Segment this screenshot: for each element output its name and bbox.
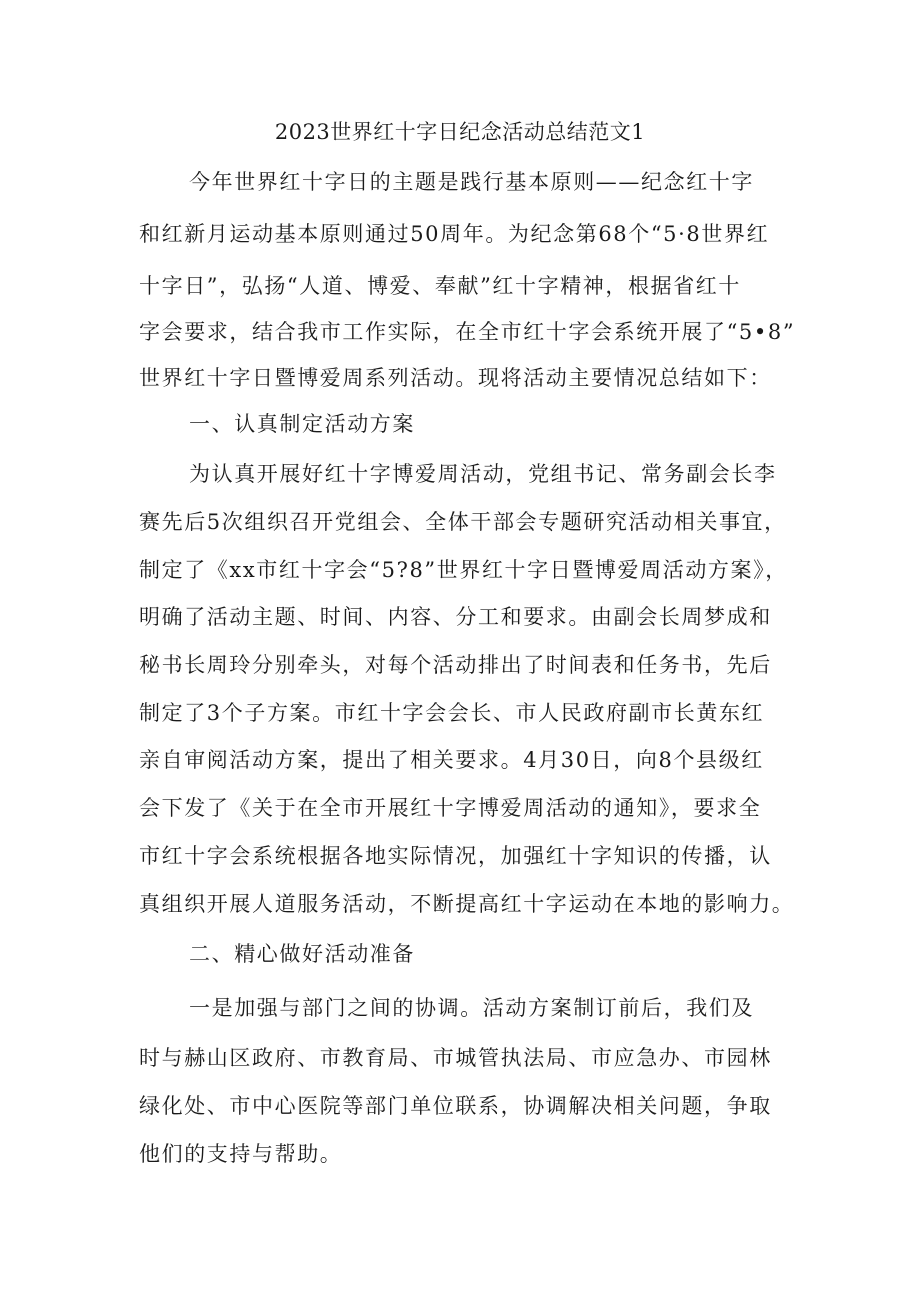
paragraph-line: 他们的支持与帮助。 — [139, 1142, 343, 1166]
paragraph-line: 制定了3个子方案。市红十字会会长、市人民政府副市长黄东红 — [139, 701, 765, 725]
paragraph-line: 亲自审阅活动方案，提出了相关要求。4月30日，向8个县级红 — [139, 748, 764, 772]
paragraph-line: 秘书长周玲分别牵头，对每个活动排出了时间表和任务书，先后 — [139, 653, 772, 677]
paragraph-line: 会下发了《关于在全市开展红十字博爱周活动的通知》，要求全 — [139, 796, 762, 820]
paragraph-line: 赛先后5次组织召开党组会、全体干部会专题研究活动相关事宜， — [139, 510, 787, 534]
section-heading: 二、精心做好活动准备 — [189, 942, 415, 966]
paragraph-line: 明确了活动主题、时间、内容、分工和要求。由副会长周梦成和 — [139, 605, 772, 629]
paragraph-line: 市红十字会系统根据各地实际情况，加强红十字知识的传播，认 — [139, 844, 772, 868]
paragraph-line: 和红新月运动基本原则通过50周年。为纪念第68个“5·8世界红 — [139, 222, 770, 246]
paragraph-line: 字会要求，结合我市工作实际，在全市红十字会系统开展了“5•8” — [139, 320, 796, 344]
document-title: 2023世界红十字日纪念活动总结范文1 — [274, 120, 646, 144]
paragraph-line: 绿化处、市中心医院等部门单位联系，协调解决相关问题，争取 — [139, 1094, 772, 1118]
paragraph-line: 今年世界红十字日的主题是践行基本原则——纪念红十字 — [189, 170, 754, 194]
paragraph-line: 时与赫山区政府、市教育局、市城管执法局、市应急办、市园林 — [139, 1046, 772, 1070]
paragraph-line: 制定了《xx市红十字会“5?8”世界红十字日暨博爱周活动方案》， — [139, 558, 788, 582]
paragraph-line: 十字日”，弘扬“人道、博爱、奉献”红十字精神，根据省红十 — [139, 274, 742, 298]
paragraph-line: 一是加强与部门之间的协调。活动方案制订前后，我们及 — [189, 996, 754, 1020]
section-heading: 一、认真制定活动方案 — [189, 412, 415, 436]
paragraph-line: 为认真开展好红十字博爱周活动，党组书记、常务副会长李 — [189, 462, 777, 486]
paragraph-line: 真组织开展人道服务活动，不断提高红十字运动在本地的影响力。 — [139, 892, 795, 916]
paragraph-line: 世界红十字日暨博爱周系列活动。现将活动主要情况总结如下： — [139, 366, 772, 390]
